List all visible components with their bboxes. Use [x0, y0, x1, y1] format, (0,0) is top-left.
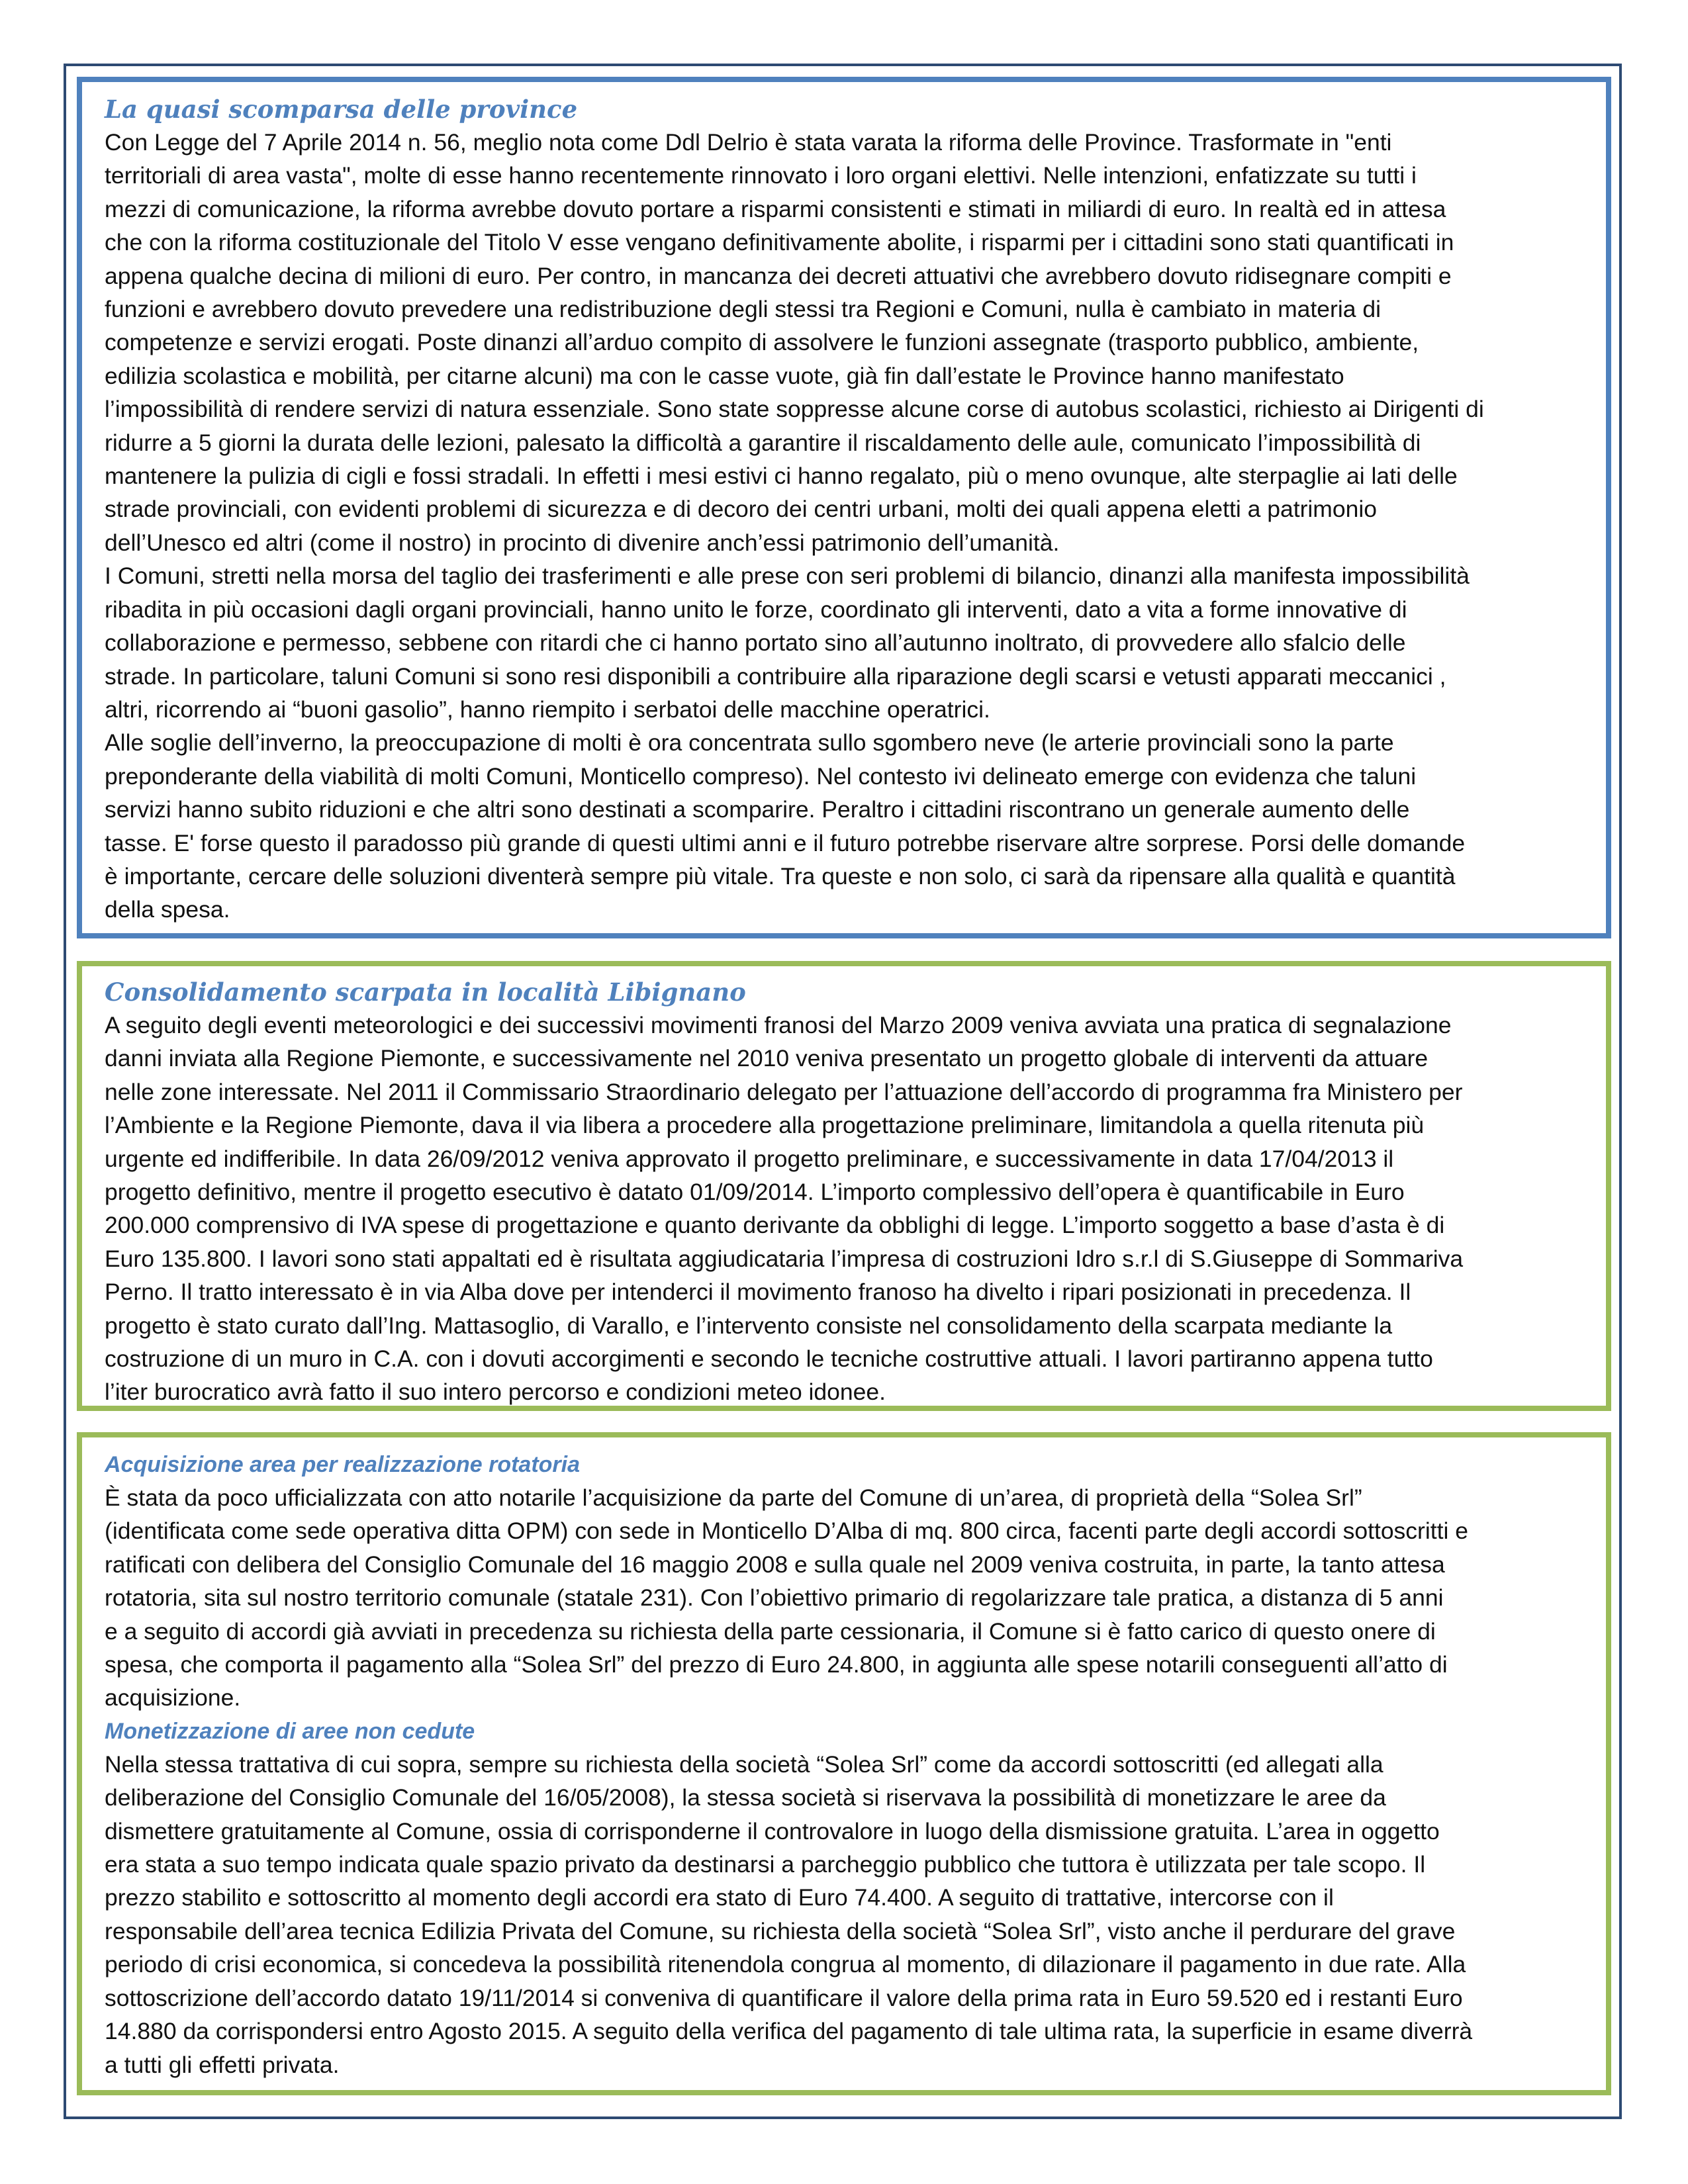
- text-line: progetto definitivo, mentre il progetto esecutivo è datato 01/09/2014. L’importo complessivo dell’opera è quantificabile in Euro: [105, 1179, 1405, 1206]
- text-line: deliberazione del Consiglio Comunale del 16/05/2008), la stessa società si riservava la possibilità di monetizzare le aree da: [105, 1784, 1386, 1811]
- text-line: responsabile dell’area tecnica Edilizia Privata del Comune, su richiesta della società “Solea Srl”, visto anche il perdurare del grave: [105, 1917, 1456, 1944]
- article-title: Acquisizione area per realizzazione rotatoria: [105, 1452, 581, 1477]
- text-line: prezzo stabilito e sottoscritto al momento degli accordi era stato di Euro 74.400. A seguito di trattative, intercorse con il: [105, 1884, 1334, 1911]
- text-line: mantenere la pulizia di cigli e fossi stradali. In effetti i mesi estivi ci hanno regalato, più o meno ovunque, alte sterpaglie ai lati delle: [105, 463, 1458, 490]
- text-line: dell’Unesco ed altri (come il nostro) in procinto di divenire anch’essi patrimonio dell’umanità.: [105, 529, 1060, 556]
- text-line: dismettere gratuitamente al Comune, ossia di corrisponderne il controvalore in luogo della dismissione gratuita. L’area in oggetto: [105, 1817, 1440, 1844]
- text-line: ribadita in più occasioni dagli organi provinciali, hanno unito le forze, coordinato gli interventi, dato a vita a forme innovative di: [105, 596, 1407, 623]
- text-line: progetto è stato curato dall’Ing. Mattasoglio, di Varallo, e l’intervento consiste nel consolidamento della scarpata mediante la: [105, 1312, 1393, 1339]
- article-subtitle: Monetizzazione di aree non cedute: [105, 1718, 475, 1744]
- text-line: ridurre a 5 giorni la durata delle lezioni, palesato la difficoltà a garantire il riscaldamento delle aule, comunicato l’impossibilità di: [105, 429, 1421, 456]
- text-line: È stata da poco ufficializzata con atto notarile l’acquisizione da parte del Comune di un’area, di proprietà della “Solea Srl”: [105, 1484, 1362, 1511]
- text-line: edilizia scolastica e mobilità, per citarne alcuni) ma con le casse vuote, già fin dall’estate le Province hanno manifestato: [105, 362, 1344, 389]
- text-line: periodo di crisi economica, si concedeva la possibilità ritenendola congrua al momento, di dilazionare il pagamento in due rate. Alla: [105, 1951, 1466, 1978]
- text-line: appena qualche decina di milioni di euro. Per contro, in mancanza dei decreti attuativi che avrebbero dovuto ridisegnare compiti e: [105, 262, 1452, 289]
- article-rotatoria: [77, 1432, 1611, 2095]
- text-line: strade provinciali, con evidenti problemi di sicurezza e di decoro dei centri urbani, molti dei quali appena eletti a patrimonio: [105, 496, 1377, 523]
- text-line: tasse. E' forse questo il paradosso più grande di questi ultimi anni e il futuro potrebbe riservare altre sorprese. Porsi delle domande: [105, 829, 1466, 856]
- text-line: costruzione di un muro in C.A. con i dovuti accorgimenti e secondo le tecniche costruttive attuali. I lavori partiranno appena tutto: [105, 1345, 1433, 1373]
- text-line: strade. In particolare, taluni Comuni si sono resi disponibili a contribuire alla riparazione degli scarsi e vetusti apparati meccanici ,: [105, 662, 1446, 690]
- text-line: I Comuni, stretti nella morsa del taglio dei trasferimenti e alle prese con seri problemi di bilancio, dinanzi alla manifesta impossibilità: [105, 563, 1470, 590]
- text-line: Alle soglie dell’inverno, la preoccupazione di molti è ora concentrata sullo sgombero neve (le arterie provinciali sono la parte: [105, 729, 1394, 756]
- text-line: è importante, cercare delle soluzioni diventerà sempre più vitale. Tra queste e non solo, ci sarà da ripensare alla qualità e quantità: [105, 862, 1456, 889]
- text-line: Euro 135.800. I lavori sono stati appaltati ed è risultata aggiudicataria l’impresa di costruzioni Idro s.r.l di S.Giuseppe di Sommariva: [105, 1245, 1464, 1272]
- text-line: che con la riforma costituzionale del Titolo V esse vengano definitivamente abolite, i risparmi per i cittadini sono stati quantificati in: [105, 229, 1454, 256]
- text-line: territoriali di area vasta", molte di esse hanno recentemente rinnovato i loro organi elettivi. Nelle intenzioni, enfatizzate su tutti i: [105, 162, 1417, 189]
- article-body: [105, 1481, 1583, 1715]
- text-line: rotatoria, sita sul nostro territorio comunale (statale 231). Con l’obiettivo primario di regolarizzare tale pratica, a distanza di 5 anni: [105, 1584, 1444, 1612]
- text-line: nelle zone interessate. Nel 2011 il Commissario Straordinario delegato per l’attuazione dell’accordo di programma fra Ministero per: [105, 1078, 1463, 1105]
- text-line: danni inviata alla Regione Piemonte, e successivamente nel 2010 veniva presentato un progetto globale di interventi da attuare: [105, 1045, 1429, 1072]
- text-line: preponderante della viabilità di molti Comuni, Monticello compreso). Nel contesto ivi delineato emerge con evidenza che taluni: [105, 762, 1417, 790]
- text-line: sottoscrizione dell’accordo datato 19/11/2014 si conveniva di quantificare il valore della prima rata in Euro 59.520 ed i restanti Euro: [105, 1984, 1463, 2011]
- text-line: collaborazione e permesso, sebbene con ritardi che ci hanno portato sino all’autunno inoltrato, di provvedere allo sfalcio delle: [105, 629, 1406, 657]
- text-line: mezzi di comunicazione, la riforma avrebbe dovuto portare a risparmi consistenti e stimati in miliardi di euro. In realtà ed in attesa: [105, 195, 1446, 222]
- text-line: della spesa.: [105, 896, 230, 923]
- text-line: A seguito degli eventi meteorologici e dei successivi movimenti franosi del Marzo 2009 veniva avviata una pratica di segnalazione: [105, 1012, 1452, 1038]
- text-line: (identificata come sede operativa ditta OPM) con sede in Monticello D’Alba di mq. 800 circa, facenti parte degli accordi sottoscritti e: [105, 1518, 1468, 1545]
- article-title: La quasi scomparsa delle province: [105, 95, 578, 124]
- text-line: servizi hanno subito riduzioni e che altri sono destinati a scomparire. Peraltro i cittadini riscontrano un generale aumento delle: [105, 796, 1410, 823]
- text-line: competenze e servizi erogati. Poste dinanzi all’arduo compito di assolvere le funzioni assegnate (trasporto pubblico, ambiente,: [105, 329, 1419, 356]
- article-body: [105, 126, 1583, 927]
- text-line: Perno. Il tratto interessato è in via Alba dove per intenderci il movimento franoso ha divelto i ripari posizionati in precedenza. Il: [105, 1279, 1411, 1306]
- article-libignano: [77, 961, 1611, 1411]
- text-line: urgente ed indifferibile. In data 26/09/2012 veniva approvato il progetto preliminare, e successivamente in data 17/04/2013 il: [105, 1145, 1394, 1172]
- text-line: Con Legge del 7 Aprile 2014 n. 56, meglio nota come Ddl Delrio è stata varata la riforma delle Province. Trasformate in "enti: [105, 129, 1392, 156]
- article-title: Consolidamento scarpata in località Libignano: [105, 978, 746, 1007]
- text-line: l’impossibilità di rendere servizi di natura essenziale. Sono state soppresse alcune corse di autobus scolastici, richiesto ai Dirigenti di: [105, 396, 1484, 423]
- text-line: altri, ricorrendo ai “buoni gasolio”, hanno riempito i serbatoi delle macchine operatrici.: [105, 696, 990, 723]
- text-line: acquisizione.: [105, 1684, 241, 1711]
- text-line: e a seguito di accordi già avviati in precedenza su richiesta della parte cessionaria, il Comune si è fatto carico di questo onere di: [105, 1617, 1436, 1645]
- text-line: funzioni e avrebbero dovuto prevedere una redistribuzione degli stessi tra Regioni e Comuni, nulla è cambiato in materia di: [105, 296, 1381, 323]
- text-line: ratificati con delibera del Consiglio Comunale del 16 maggio 2008 e sulla quale nel 2009 veniva costruita, in parte, la tanto attesa: [105, 1551, 1445, 1578]
- text-line: l’Ambiente e la Regione Piemonte, dava il via libera a procedere alla progettazione preliminare, limitandola a quella ritenuta più: [105, 1112, 1425, 1139]
- article-province: [77, 77, 1611, 938]
- text-line: 200.000 comprensivo di IVA spese di progettazione e quanto derivante da obblighi di legge. L’importo soggetto a base d’asta è di: [105, 1212, 1445, 1239]
- text-line: a tutti gli effetti privata.: [105, 2051, 340, 2078]
- article-body: [105, 1009, 1583, 1409]
- text-line: era stata a suo tempo indicata quale spazio privato da destinarsi a parcheggio pubblico che tuttora è utilizzata per tale scopo. Il: [105, 1851, 1426, 1878]
- text-line: spesa, che comporta il pagamento alla “Solea Srl” del prezzo di Euro 24.800, in aggiunta alle spese notarili conseguenti all’atto di: [105, 1651, 1448, 1678]
- text-line: Nella stessa trattativa di cui sopra, sempre su richiesta della società “Solea Srl” come da accordi sottoscritti (ed allegati alla: [105, 1751, 1383, 1778]
- article-body: [105, 1748, 1583, 2081]
- text-line: l’iter burocratico avrà fatto il suo intero percorso e condizioni meteo idonee.: [105, 1379, 886, 1406]
- text-line: 14.880 da corrispondersi entro Agosto 2015. A seguito della verifica del pagamento di tale ultima rata, la superficie in esame diverrà: [105, 2018, 1473, 2045]
